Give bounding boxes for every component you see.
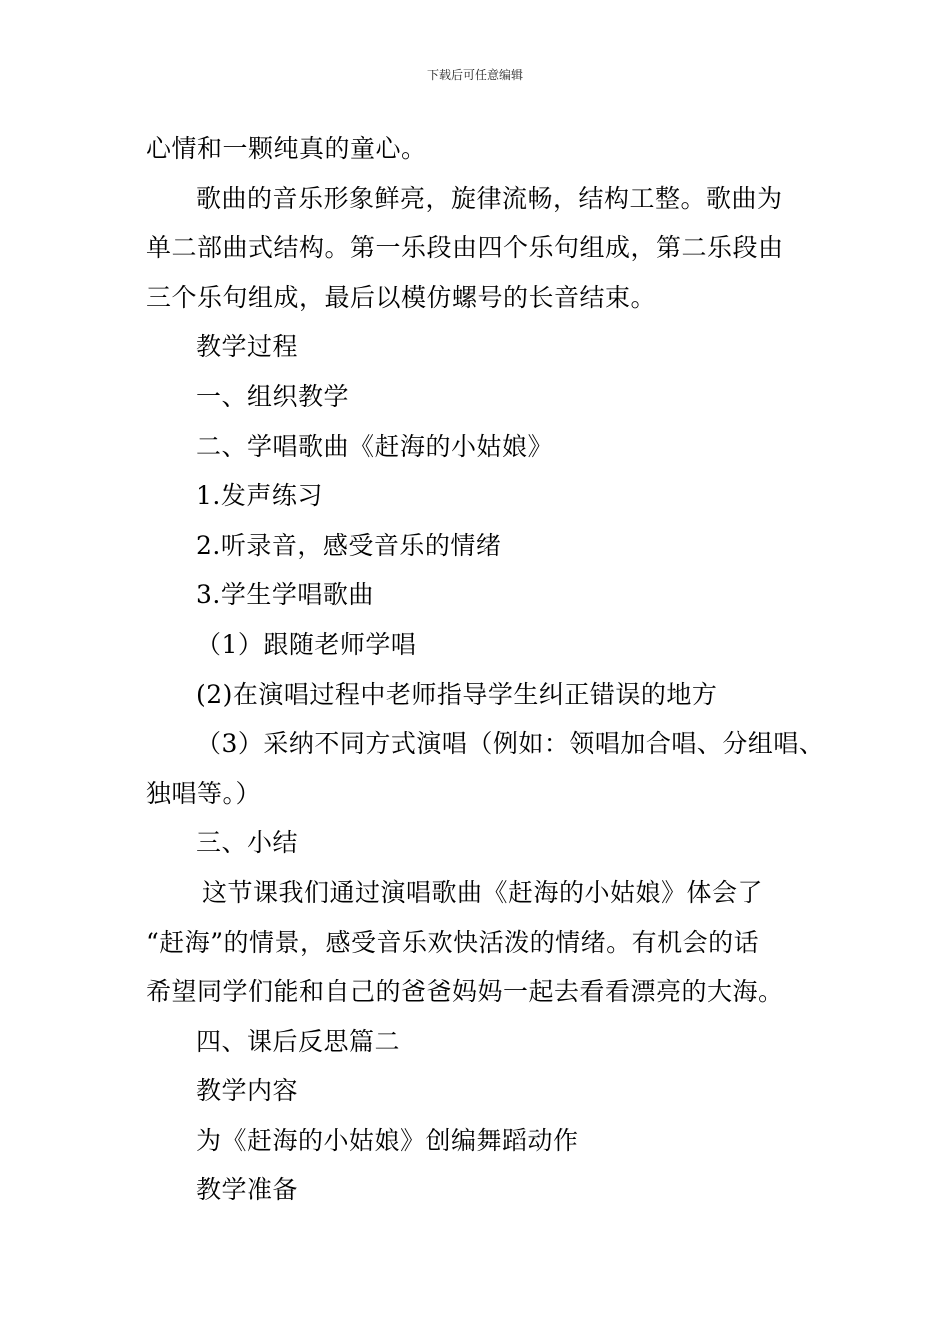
- text-line: 三个乐句组成，最后以模仿螺号的长音结束。: [146, 282, 657, 312]
- document-body: [146, 124, 825, 1215]
- text-line: “赶海”的情景，感受音乐欢快活泼的情绪。有机会的话: [146, 927, 760, 957]
- text-line: 这节课我们通过演唱歌曲《赶海的小姑娘》体会了: [202, 877, 764, 907]
- page-header: 下载后可任意编辑: [426, 68, 523, 82]
- text-line: 独唱等。）: [146, 778, 262, 808]
- text-line: 心情和一颗纯真的童心。: [146, 134, 427, 163]
- section-heading: 三、小结: [196, 828, 299, 858]
- section-heading: 一、组织教学: [196, 381, 350, 411]
- text-line: 为《赶海的小姑娘》创编舞蹈动作: [196, 1125, 579, 1155]
- text-line: 歌曲的音乐形象鲜亮，旋律流畅，结构工整。歌曲为: [196, 183, 783, 213]
- text-line: 单二部曲式结构。第一乐段由四个乐句组成，第二乐段由: [146, 233, 784, 263]
- section-heading: 四、课后反思篇二: [196, 1026, 401, 1056]
- list-item: (2)在演唱过程中老师指导学生纠正错误的地方: [196, 679, 718, 709]
- list-item: 3.学生学唱歌曲: [196, 580, 374, 610]
- section-heading: 教学准备: [196, 1175, 299, 1205]
- section-heading: 教学过程: [196, 332, 299, 362]
- section-heading: 教学内容: [196, 1076, 299, 1106]
- list-item: （1）跟随老师学唱: [196, 629, 417, 659]
- list-item: （3）采纳不同方式演唱（例如：领唱加合唱、分组唱、: [196, 729, 825, 759]
- list-item: 2.听录音，感受音乐的情绪: [196, 530, 502, 560]
- list-item: 1.发声练习: [196, 481, 323, 511]
- section-heading: 二、学唱歌曲《赶海的小姑娘》: [196, 431, 554, 461]
- text-line: 希望同学们能和自己的爸爸妈妈一起去看看漂亮的大海。: [146, 977, 784, 1007]
